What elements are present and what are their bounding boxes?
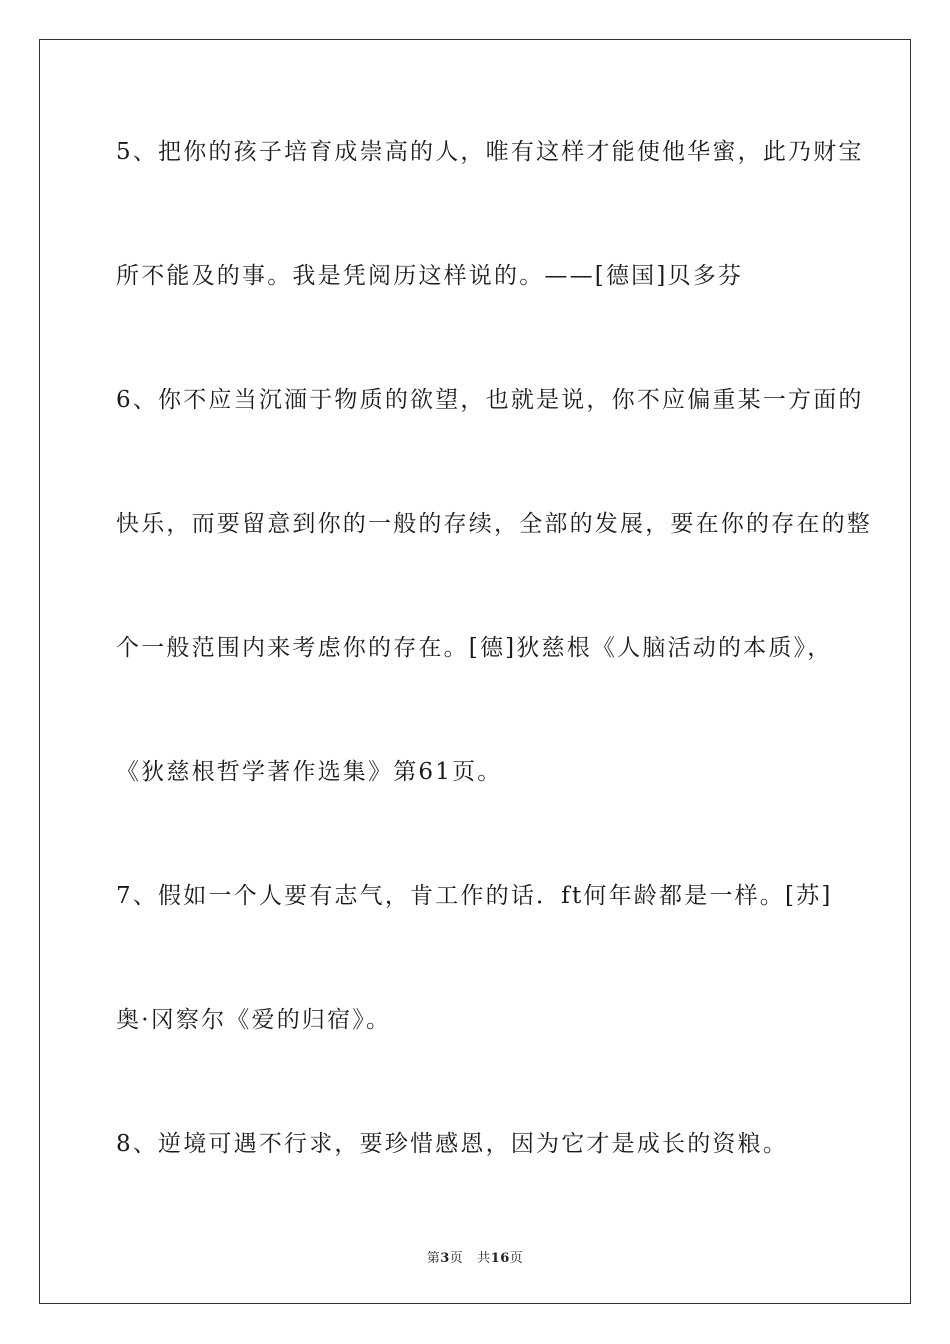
page-footer bbox=[0, 1247, 950, 1266]
text-line-7: 7、假如一个人要有志气，肯工作的话．ft何年龄都是一样。[苏] bbox=[116, 883, 833, 909]
text-line-6: 《狄慈根哲学著作选集》第61页。 bbox=[116, 759, 503, 785]
text-line-8: 奥·冈察尔《爱的归宿》。 bbox=[116, 1007, 392, 1033]
text-line-3: 6、你不应当沉湎于物质的欲望，也就是说，你不应偏重某一方面的 bbox=[116, 387, 864, 413]
text-line-2: 所不能及的事。我是凭阅历这样说的。——[德国]贝多芬 bbox=[116, 263, 744, 289]
text-line-9: 8、逆境可遇不行求，要珍惜感恩，因为它才是成长的资粮。 bbox=[116, 1131, 789, 1157]
text-line-1: 5、把你的孩子培育成崇高的人，唯有这样才能使他华蜜，此乃财宝 bbox=[116, 139, 864, 165]
footer-total-pages: 16 bbox=[490, 1251, 510, 1266]
footer-total-prefix: 共 bbox=[477, 1251, 491, 1266]
footer-page-suffix: 页 bbox=[449, 1251, 464, 1266]
footer-page-prefix: 第 bbox=[426, 1251, 441, 1266]
footer-page-number: 3 bbox=[440, 1251, 450, 1266]
page-border bbox=[39, 39, 911, 1304]
text-line-5: 个一般范围内来考虑你的存在。[德]狄慈根《人脑活动的本质》， bbox=[116, 635, 833, 661]
text-line-4: 快乐，而要留意到你的一般的存续，全部的发展，要在你的存在的整 bbox=[116, 511, 872, 537]
footer-total-suffix: 页 bbox=[509, 1251, 524, 1266]
